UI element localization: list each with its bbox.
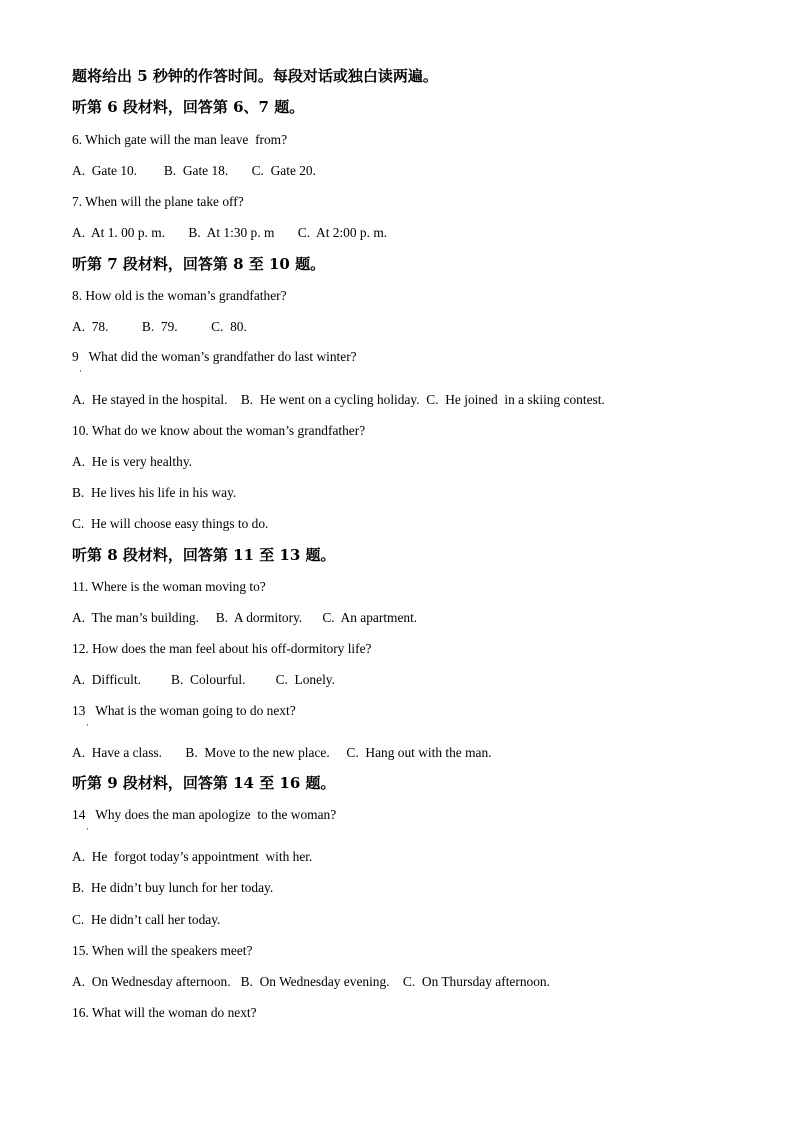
section-heading-7: 听第 7 段材料，回答第 8 至 10 题。	[72, 255, 326, 273]
question-10-option-c: C. He will choose easy things to do.	[72, 516, 269, 531]
question-14-dot: ·	[86, 824, 89, 834]
question-13: 13 What is the woman going to do next?	[72, 703, 296, 718]
question-14-option-a: A. He forgot today’s appointment with her.	[72, 849, 313, 864]
question-13-dot: ·	[86, 720, 89, 730]
question-9-options: A. He stayed in the hospital. B. He went on a cycling holiday. C. He joined in a skiing contest.	[72, 392, 605, 407]
section-heading-6: 听第 6 段材料，回答第 6、7 题。	[72, 98, 305, 116]
instruction-line: 题将给出 5 秒钟的作答时间。每段对话或独白读两遍。	[72, 67, 438, 85]
question-10-option-a: A. He is very healthy.	[72, 454, 192, 469]
question-7-options: A. At 1. 00 p. m. B. At 1:30 p. m C. At 2:00 p. m.	[72, 225, 388, 240]
section-heading-8: 听第 8 段材料，回答第 11 至 13 题。	[72, 546, 336, 564]
section-heading-9: 听第 9 段材料，回答第 14 至 16 题。	[72, 774, 336, 792]
question-6-options: A. Gate 10. B. Gate 18. C. Gate 20.	[72, 163, 316, 178]
question-10-option-b: B. He lives his life in his way.	[72, 485, 237, 500]
question-14: 14 Why does the man apologize to the woman?	[72, 807, 337, 822]
question-16: 16. What will the woman do next?	[72, 1005, 257, 1020]
question-8-options: A. 78. B. 79. C. 80.	[72, 319, 247, 334]
question-9: 9 What did the woman’s grandfather do last winter?	[72, 349, 357, 364]
question-12-options: A. Difficult. B. Colourful. C. Lonely.	[72, 672, 335, 687]
question-10: 10. What do we know about the woman’s grandfather?	[72, 423, 366, 438]
question-14-option-c: C. He didn’t call her today.	[72, 912, 221, 927]
question-7: 7. When will the plane take off?	[72, 194, 244, 209]
question-12: 12. How does the man feel about his off-dormitory life?	[72, 641, 372, 656]
question-11-options: A. The man’s building. B. A dormitory. C. An apartment.	[72, 610, 418, 625]
question-13-options: A. Have a class. B. Move to the new place. C. Hang out with the man.	[72, 745, 492, 760]
question-8: 8. How old is the woman’s grandfather?	[72, 288, 287, 303]
question-11: 11. Where is the woman moving to?	[72, 579, 266, 594]
question-14-option-b: B. He didn’t buy lunch for her today.	[72, 880, 274, 895]
question-15: 15. When will the speakers meet?	[72, 943, 253, 958]
question-9-dot: ·	[79, 366, 82, 376]
question-6: 6. Which gate will the man leave from?	[72, 132, 288, 147]
question-15-options: A. On Wednesday afternoon. B. On Wednesday evening. C. On Thursday afternoon.	[72, 974, 550, 989]
